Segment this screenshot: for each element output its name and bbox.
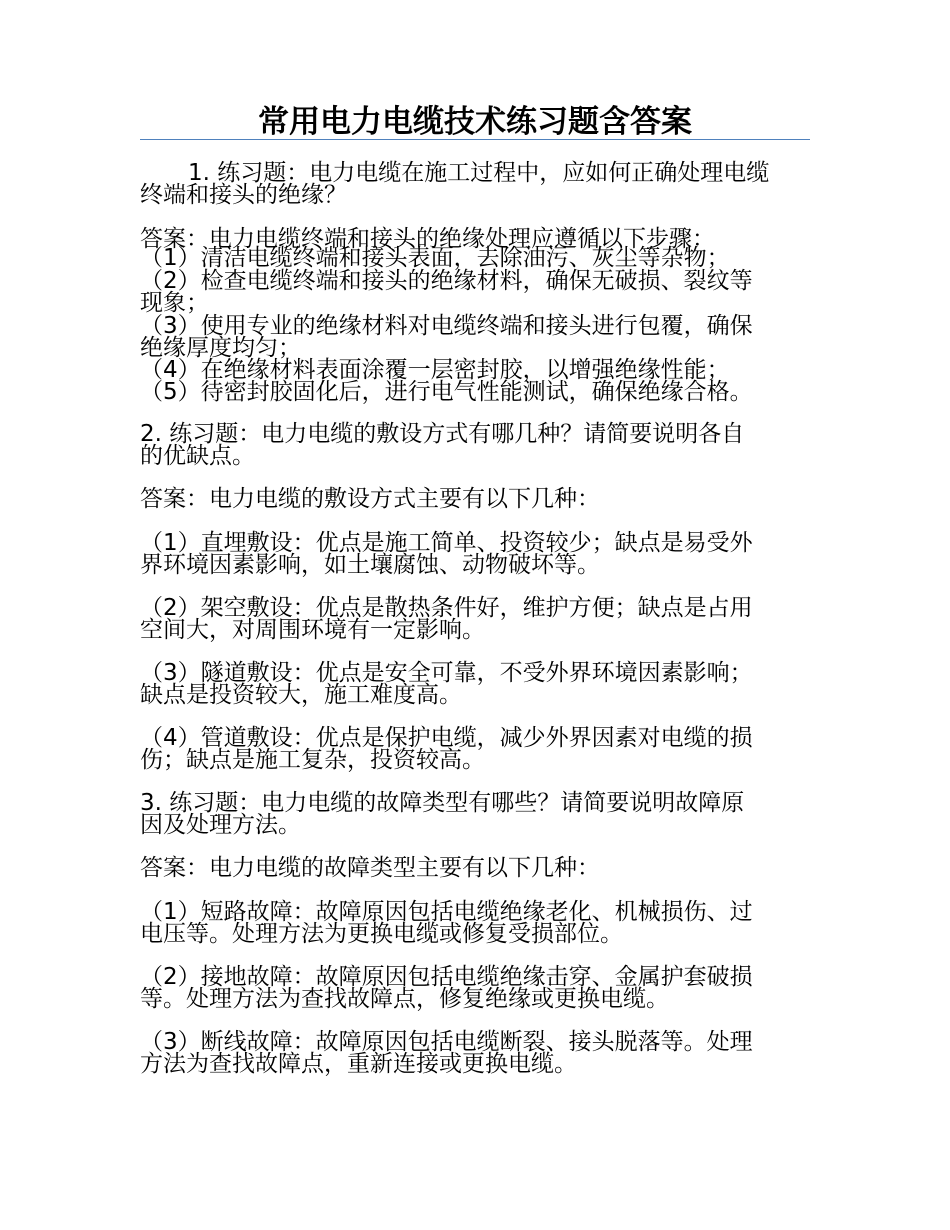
text-line: 答案：电力电缆的故障类型主要有以下几种： — [140, 855, 600, 881]
title-underline — [140, 139, 810, 140]
text-line: （4）管道敷设：优点是保护电缆，减少外界因素对电缆的损 — [140, 725, 753, 751]
text-line: 电压等。处理方法为更换电缆或修复受损部位。 — [140, 921, 623, 947]
text-line: 终端和接头的绝缘？ — [140, 182, 347, 208]
text-line: 现象； — [140, 290, 209, 316]
text-line: （1）短路故障：故障原因包括电缆绝缘老化、机械损伤、过 — [140, 899, 753, 925]
text-line: （3）隧道敷设：优点是安全可靠，不受外界环境因素影响； — [140, 660, 753, 686]
answer-2-item-4 — [140, 727, 815, 771]
text-line: 绝缘厚度均匀； — [140, 335, 301, 361]
text-line: 等。处理方法为查找故障点，修复绝缘或更换电缆。 — [140, 986, 669, 1012]
text-line: 方法为查找故障点，重新连接或更换电缆。 — [140, 1051, 577, 1077]
question-1 — [140, 162, 815, 206]
text-line: （1）直埋敷设：优点是施工简单、投资较少；缺点是易受外 — [140, 530, 753, 556]
text-line: （1）清洁电缆终端和接头表面，去除油污、灰尘等杂物； — [140, 245, 730, 271]
answer-2-item-3 — [140, 662, 815, 706]
answer-3-intro — [140, 857, 815, 879]
answer-3-item-2 — [140, 966, 815, 1010]
answer-3-item-3 — [140, 1031, 815, 1075]
text-line: 因及处理方法。 — [140, 812, 301, 838]
text-line: 2. 练习题：电力电缆的敷设方式有哪几种？请简要说明各自 — [140, 421, 745, 447]
answer-1-part-b — [140, 315, 815, 403]
question-3 — [140, 792, 815, 836]
text-line: （2）架空敷设：优点是散热条件好，维护方便；缺点是占用 — [140, 595, 753, 621]
text-line: 答案：电力电缆终端和接头的绝缘处理应遵循以下步骤： — [140, 226, 715, 252]
text-line: （3）使用专业的绝缘材料对电缆终端和接头进行包覆，确保 — [140, 313, 753, 339]
text-line: 的优缺点。 — [140, 443, 255, 469]
text-line: 伤；缺点是施工复杂，投资较高。 — [140, 747, 485, 773]
text-line: （3）断线故障：故障原因包括电缆断裂、接头脱落等。处理 — [140, 1029, 753, 1055]
answer-2-item-2 — [140, 597, 815, 641]
text-line: 缺点是投资较大，施工难度高。 — [140, 682, 462, 708]
page-title: 常用电力电缆技术练习题含答案 — [258, 104, 692, 140]
text-line: 界环境因素影响，如土壤腐蚀、动物破坏等。 — [140, 552, 600, 578]
text-line: （2）接地故障：故障原因包括电缆绝缘击穿、金属护套破损 — [140, 964, 753, 990]
text-line: （2）检查电缆终端和接头的绝缘材料，确保无破损、裂纹等 — [140, 268, 753, 294]
answer-2-intro — [140, 488, 815, 510]
text-line: （5）待密封胶固化后，进行电气性能测试，确保绝缘合格。 — [140, 379, 753, 405]
answer-1-part-a — [140, 228, 815, 314]
text-line: 1. 练习题：电力电缆在施工过程中，应如何正确处理电缆 — [188, 160, 770, 186]
text-line: 答案：电力电缆的敷设方式主要有以下几种： — [140, 486, 600, 512]
answer-3-item-1 — [140, 901, 815, 945]
answer-2-item-1 — [140, 532, 815, 576]
text-line: 空间大，对周围环境有一定影响。 — [140, 617, 485, 643]
text-line: （4）在绝缘材料表面涂覆一层密封胶，以增强绝缘性能； — [140, 357, 730, 383]
text-line: 3. 练习题：电力电缆的故障类型有哪些？请简要说明故障原 — [140, 790, 745, 816]
question-2 — [140, 423, 815, 467]
